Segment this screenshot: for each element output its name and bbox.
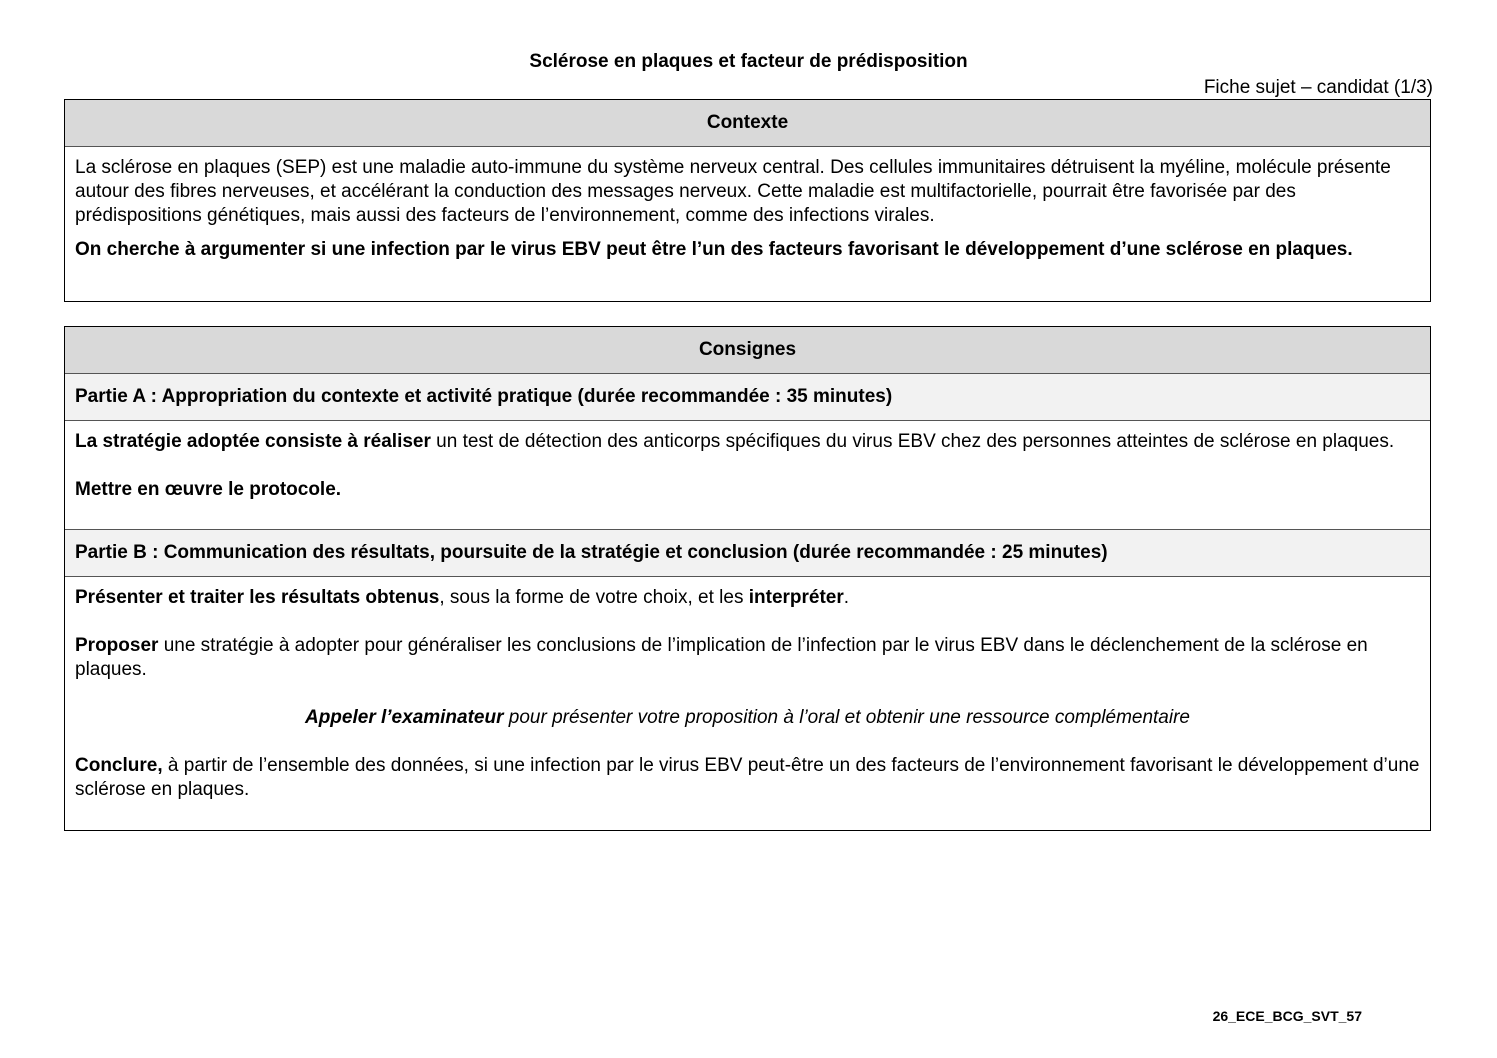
document-title: Sclérose en plaques et facteur de prédisposition <box>529 51 968 72</box>
present-mid: , sous la forme de votre choix, et les <box>439 587 749 608</box>
context-paragraph: La sclérose en plaques (SEP) est une maladie auto-immune du système nerveux central. Des cellules immunitaires détruisent la myéline, molécule présente autour des fibres nerveuses, et accélérant la conduction des messages nerveux. Cette maladie est multifactorielle, pourrait être favorisée par des prédispositions génétiques, mais aussi des facteurs de l’environnement, comme des infections virales. <box>75 157 1391 226</box>
part-a-protocol: Mettre en œuvre le protocole. <box>75 479 342 500</box>
part-b-propose <box>75 634 1420 682</box>
document-code: 26_ECE_BCG_SVT_57 <box>1212 1008 1362 1024</box>
context-body <box>65 147 1430 262</box>
strategy-text: un test de détection des anticorps spécifiques du virus EBV chez des personnes atteintes de sclérose en plaques. <box>430 431 1395 452</box>
document-subtitle: Fiche sujet – candidat (1/3) <box>1203 77 1433 98</box>
conclude-text: à partir de l’ensemble des données, si une infection par le virus EBV peut-être un des facteurs de l’environnement favorisant le développement d’une sclérose en plaques. <box>75 755 1420 800</box>
present-bold2: interpréter <box>748 587 844 608</box>
present-end: . <box>843 587 850 608</box>
context-objective: On cherche à argumenter si une infection par le virus EBV peut être l’un des facteurs favorisant le développement d’une sclérose en plaques. <box>75 239 1353 260</box>
propose-text: une stratégie à adopter pour généraliser les conclusions de l’implication de l’infection par le virus EBV dans le déclenchement de la sclérose en plaques. <box>75 635 1368 680</box>
part-a-body <box>65 421 1430 530</box>
call-text: pour présenter votre proposition à l’oral et obtenir une ressource complémentaire <box>503 707 1190 728</box>
part-a-strategy <box>75 430 1420 454</box>
call-bold: Appeler l’examinateur <box>304 707 504 728</box>
propose-bold: Proposer <box>75 635 159 656</box>
part-b-conclude <box>75 754 1420 802</box>
part-b-call-examiner <box>75 706 1420 730</box>
context-box <box>64 99 1431 302</box>
part-b-title: Partie B : Communication des résultats, poursuite de la stratégie et conclusion (durée recommandée : 25 minutes) <box>65 530 1430 577</box>
part-b-present <box>75 586 1420 610</box>
strategy-bold: La stratégie adoptée consiste à réaliser <box>75 431 431 452</box>
consignes-box <box>64 326 1431 831</box>
part-b-body <box>65 577 1430 802</box>
part-a-title: Partie A : Appropriation du contexte et activité pratique (durée recommandée : 35 minutes) <box>65 374 1430 421</box>
context-header: Contexte <box>65 100 1430 147</box>
conclude-bold: Conclure, <box>75 755 163 776</box>
consignes-header: Consignes <box>65 327 1430 374</box>
present-bold: Présenter et traiter les résultats obtenus <box>75 587 440 608</box>
